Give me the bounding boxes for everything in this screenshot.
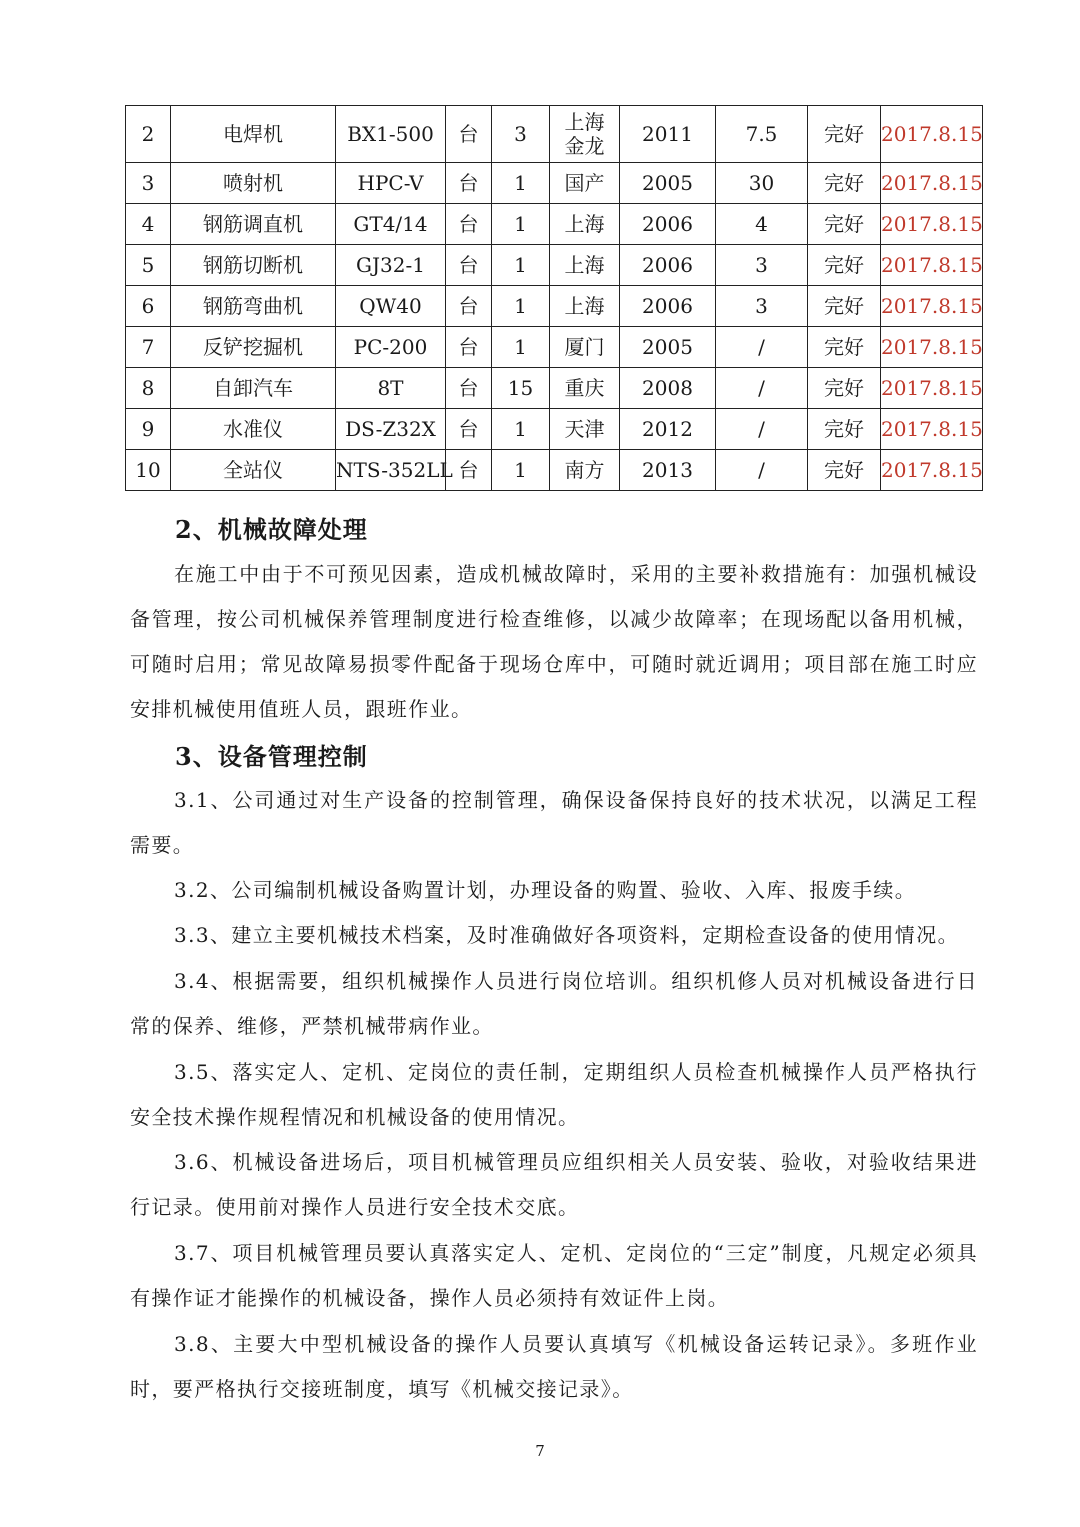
cell-manufacture-year: 2011 [620, 106, 716, 163]
cell-quantity: 1 [492, 245, 550, 286]
cell-unit: 台 [446, 286, 492, 327]
table-row [126, 204, 983, 245]
cell-equipment-name: 全站仪 [171, 450, 336, 491]
cell-power-kw: 3 [716, 286, 808, 327]
section-3-item-7: 3.7、项目机械管理员要认真落实定人、定机、定岗位的“三定”制度，凡规定必须具有操作证才能操作的机械设备，操作人员必须持有效证件上岗。 [130, 1241, 978, 1310]
cell-unit: 台 [446, 409, 492, 450]
cell-power-kw: 7.5 [716, 106, 808, 163]
cell-row-number: 7 [126, 327, 171, 368]
cell-equipment-name: 自卸汽车 [171, 368, 336, 409]
cell-power-kw: / [716, 327, 808, 368]
cell-manufacture-year: 2005 [620, 163, 716, 204]
cell-manufacture-year: 2012 [620, 409, 716, 450]
cell-row-number: 5 [126, 245, 171, 286]
cell-equipment-name: 喷射机 [171, 163, 336, 204]
table-row [126, 409, 983, 450]
cell-power-kw: / [716, 450, 808, 491]
equipment-table-body [126, 106, 983, 491]
cell-origin: 天津 [550, 409, 620, 450]
table-row [126, 286, 983, 327]
cell-quantity: 1 [492, 327, 550, 368]
cell-unit: 台 [446, 204, 492, 245]
cell-equipment-name: 钢筋切断机 [171, 245, 336, 286]
section-3-heading: 3、设备管理控制 [175, 742, 368, 771]
table-row [126, 327, 983, 368]
cell-power-kw: 30 [716, 163, 808, 204]
cell-quantity: 3 [492, 106, 550, 163]
cell-unit: 台 [446, 106, 492, 163]
section-3-item-4: 3.4、根据需要，组织机械操作人员进行岗位培训。组织机修人员对机械设备进行日常的保养、维修，严禁机械带病作业。 [130, 969, 978, 1038]
cell-row-number: 9 [126, 409, 171, 450]
table-row [126, 245, 983, 286]
section-3-item-2: 3.2、公司编制机械设备购置计划，办理设备的购置、验收、入库、报废手续。 [174, 878, 917, 902]
cell-origin: 上海 [550, 204, 620, 245]
table-row [126, 450, 983, 491]
cell-row-number: 2 [126, 106, 171, 163]
cell-quantity: 1 [492, 286, 550, 327]
cell-equipment-name: 钢筋弯曲机 [171, 286, 336, 327]
cell-origin: 重庆 [550, 368, 620, 409]
cell-inspection-date: 2017.8.15 [881, 450, 983, 491]
cell-condition: 完好 [808, 245, 881, 286]
cell-inspection-date: 2017.8.15 [881, 286, 983, 327]
section-2-heading: 2、机械故障处理 [175, 515, 368, 544]
cell-condition: 完好 [808, 409, 881, 450]
page-number: 7 [535, 1442, 545, 1460]
cell-row-number: 10 [126, 450, 171, 491]
cell-manufacture-year: 2006 [620, 204, 716, 245]
cell-row-number: 6 [126, 286, 171, 327]
cell-row-number: 4 [126, 204, 171, 245]
cell-equipment-name: 水准仪 [171, 409, 336, 450]
cell-power-kw: / [716, 368, 808, 409]
cell-origin: 上海 [550, 286, 620, 327]
cell-unit: 台 [446, 450, 492, 491]
cell-origin: 上海金龙 [550, 106, 620, 163]
cell-condition: 完好 [808, 450, 881, 491]
table-row [126, 368, 983, 409]
cell-model-number: PC-200 [336, 327, 446, 368]
table-row [126, 163, 983, 204]
section-3-item-5: 3.5、落实定人、定机、定岗位的责任制，定期组织人员检查机械操作人员严格执行安全技术操作规程情况和机械设备的使用情况。 [130, 1060, 978, 1129]
section-3-item-6: 3.6、机械设备进场后，项目机械管理员应组织相关人员安装、验收，对验收结果进行记录。使用前对操作人员进行安全技术交底。 [130, 1150, 978, 1219]
cell-manufacture-year: 2008 [620, 368, 716, 409]
cell-condition: 完好 [808, 327, 881, 368]
cell-condition: 完好 [808, 368, 881, 409]
cell-quantity: 1 [492, 450, 550, 491]
cell-condition: 完好 [808, 163, 881, 204]
cell-model-number: 8T [336, 368, 446, 409]
section-3-item-3: 3.3、建立主要机械技术档案，及时准确做好各项资料，定期检查设备的使用情况。 [174, 923, 960, 947]
cell-power-kw: 3 [716, 245, 808, 286]
cell-model-number: BX1-500 [336, 106, 446, 163]
cell-model-number: GT4/14 [336, 204, 446, 245]
cell-inspection-date: 2017.8.15 [881, 106, 983, 163]
cell-model-number: QW40 [336, 286, 446, 327]
cell-inspection-date: 2017.8.15 [881, 368, 983, 409]
cell-quantity: 15 [492, 368, 550, 409]
cell-inspection-date: 2017.8.15 [881, 409, 983, 450]
cell-manufacture-year: 2013 [620, 450, 716, 491]
cell-quantity: 1 [492, 163, 550, 204]
cell-quantity: 1 [492, 204, 550, 245]
cell-unit: 台 [446, 327, 492, 368]
cell-inspection-date: 2017.8.15 [881, 204, 983, 245]
cell-inspection-date: 2017.8.15 [881, 163, 983, 204]
cell-inspection-date: 2017.8.15 [881, 327, 983, 368]
cell-origin: 上海 [550, 245, 620, 286]
section-3-item-8: 3.8、主要大中型机械设备的操作人员要认真填写《机械设备运转记录》。多班作业时，要严格执行交接班制度，填写《机械交接记录》。 [130, 1332, 978, 1401]
cell-row-number: 8 [126, 368, 171, 409]
cell-unit: 台 [446, 163, 492, 204]
cell-unit: 台 [446, 368, 492, 409]
table-row [126, 106, 983, 163]
section-2-paragraph: 在施工中由于不可预见因素，造成机械故障时，采用的主要补救措施有：加强机械设备管理，按公司机械保养管理制度进行检查维修，以减少故障率；在现场配以备用机械，可随时启用；常见故障易损零件配备于现场仓库中，可随时就近调用；项目部在施工时应安排机械使用值班人员，跟班作业。 [130, 562, 978, 721]
cell-manufacture-year: 2006 [620, 245, 716, 286]
cell-manufacture-year: 2006 [620, 286, 716, 327]
cell-equipment-name: 反铲挖掘机 [171, 327, 336, 368]
cell-origin: 厦门 [550, 327, 620, 368]
cell-model-number: GJ32-1 [336, 245, 446, 286]
cell-origin: 国产 [550, 163, 620, 204]
cell-power-kw: / [716, 409, 808, 450]
cell-power-kw: 4 [716, 204, 808, 245]
cell-origin: 南方 [550, 450, 620, 491]
cell-equipment-name: 钢筋调直机 [171, 204, 336, 245]
equipment-table [125, 105, 983, 491]
cell-row-number: 3 [126, 163, 171, 204]
cell-equipment-name: 电焊机 [171, 106, 336, 163]
cell-model-number: DS-Z32X [336, 409, 446, 450]
cell-unit: 台 [446, 245, 492, 286]
cell-condition: 完好 [808, 106, 881, 163]
section-3-item-1: 3.1、公司通过对生产设备的控制管理，确保设备保持良好的技术状况，以满足工程需要。 [130, 788, 978, 857]
cell-model-number: NTS-352LL [336, 450, 446, 491]
cell-model-number: HPC-V [336, 163, 446, 204]
cell-condition: 完好 [808, 286, 881, 327]
cell-condition: 完好 [808, 204, 881, 245]
cell-inspection-date: 2017.8.15 [881, 245, 983, 286]
cell-quantity: 1 [492, 409, 550, 450]
cell-manufacture-year: 2005 [620, 327, 716, 368]
